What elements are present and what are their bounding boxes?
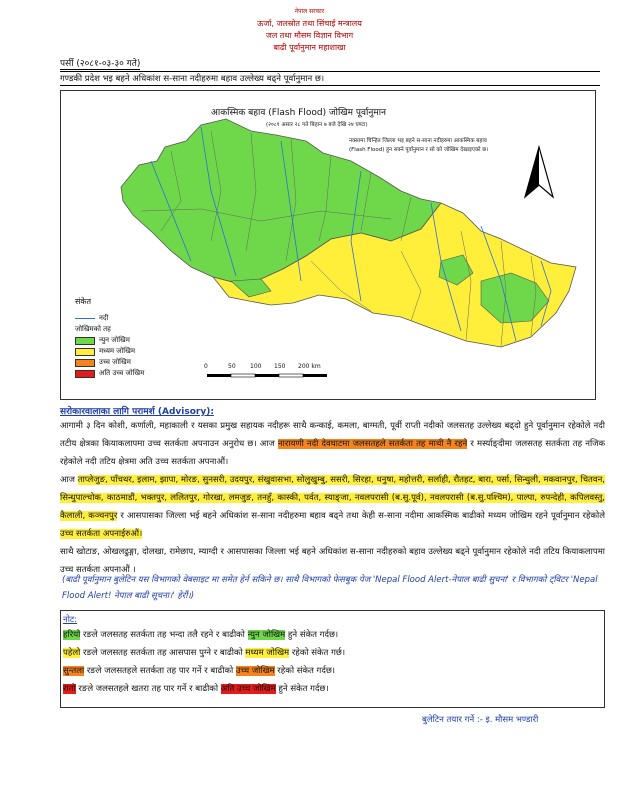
- legend-item-medium: मध्यम जोखिम: [75, 346, 144, 357]
- ministry-title: ऊर्जा, जलस्रोत तथा सिंचाई मन्त्रालय: [257, 19, 362, 28]
- map-subtitle: (२०८१ असार २८ गते बिहान ७ बजे देखि २४ घण्टा): [266, 122, 368, 128]
- note-line-yellow: पहेलो रङले जलसतह सतर्कता तह आसपास पुग्ने र बाढीको मध्यम जोखिम रहेको संकेत गर्छ।: [63, 648, 346, 658]
- gov-title: नेपाल सरकार: [294, 8, 325, 15]
- legend-river: नदी: [75, 313, 144, 324]
- prepared-by: बुलेटिन तयार गर्ने :- इ. मौसम भण्डारी: [422, 715, 539, 725]
- map-title: आकस्मिक बहाव (Flash Flood) जोखिम पूर्वानुमान: [211, 108, 387, 118]
- dept-title: जल तथा मौसम विज्ञान विभाग: [265, 31, 354, 40]
- bulletin-info: (बाढी पूर्वानुमान बुलेटिन यस विभागको वेबसाइट मा समेत हेर्न सकिने छ। साथै विभागको फेसबुक पेज 'Nepal Flood Alert-नेपाल बाढी सुचना' र विभागको ट्विटर 'Nepal Flood Alert! नेपाल बाढी सूचना।' हेरौं।): [62, 575, 598, 601]
- note-line-orange: सुन्तला रङले जलसतहले सतर्कता तह पार गर्ने र बाढीको उच्च जोखिम रहेको संकेत गर्दछ।: [63, 666, 336, 676]
- highlight-districts: ताप्लेजुङ, पाँचथर, इलाम, झापा, मोरङ, सुनसरी, उदयपुर, संखुवासभा, सोलुखुम्बु, ससरी, सिरहा, धनुषा, महोत्तरी, सर्लाही, रौतहट, बारा, पर्सा, सिन्धुली, मकवानपुर, चितवन, सिन्धुपाल्चोक, काठमाडौं, भक्तपुर, ललितपुर, गोरखा, लमजुङ, तनहुँ, कास्की, पर्वत, स्याङ्जा, नवलपरासी (ब.सु.पूर्व), नवलपरासी (ब.सु.पश्चिम), पाल्पा, रुपन्देही, कपिलवस्तु, कैलाली, कञ्चनपुर: [60, 475, 606, 521]
- map-legend: [75, 296, 144, 379]
- note-title: नोट:: [63, 615, 78, 625]
- legend-risk-title: जोखिमको तह: [75, 325, 111, 333]
- legend-item-high: उच्च जोखिम: [75, 357, 144, 368]
- header: [0, 6, 619, 54]
- division-title: बाढी पूर्वानुमान महाशाखा: [273, 43, 346, 52]
- legend-item-very-high: अति उच्च जोखिम: [75, 368, 144, 379]
- highlight-caution: उच्च सतर्कता अपनाईरुऔं।: [60, 529, 143, 539]
- note-line-green: हरियो रङले जलसतह सतर्कता तह भन्दा तलै रहने र बाढीको न्युन जोखिम हुने संकेत गर्दछ।: [63, 630, 339, 640]
- note-box: [60, 610, 605, 708]
- highlight-narayani: नारायणी नदी देवघाटमा जलसतहले सतर्कता तह माथी नै रहने: [277, 439, 468, 449]
- map-note: नक्सामा चिन्हित जिल्ला भइ बहने स-साना नदीहरुमा आकस्मिक बहाव (Flash Flood) हुन सक्ने पूर्वानुमान र सो को जोखिम देखाइएको छ।: [349, 138, 489, 153]
- bulletin-date: पर्सी (२०८१-०३-३० गते): [60, 56, 140, 70]
- summary-line: गण्डकी प्रदेश भइ बहने अधिकांश स-साना नदीहरुमा बहाव उल्लेख्य बढ्ने पूर्वानुमान छ।: [60, 71, 600, 86]
- advisory-heading: सरोकारवालाका लागि परामर्श (Advisory):: [60, 407, 214, 417]
- legend-item-low: न्युन जोखिम: [75, 335, 144, 346]
- legend-title: संकेत: [75, 297, 92, 306]
- note-line-red: रातो रङले जलसतहले खतरा तह पार गर्ने र बाढीको अति उच्च जोखिम हुने संकेत गर्दछ।: [63, 684, 329, 694]
- advisory-body: आगामी ३ दिन कोशी, कर्णाली, महाकाली र यसका प्रमुख सहायक नदीहरू साथै कन्काई, कमला, बाग्मती, पूर्वी राप्ती नदीको जलसतह उल्लेख्य बढ्दो हुने पूर्वानुमान रहेकोले नदी तटीय क्षेत्रका कियाकलापमा उच्च सतर्कता अपनाउन अनुरोध छ। आज नारायणी नदी देवघाटमा जलसतहले सतर्कता तह माथी नै रहने र मर्स्याङ्दीमा जलसतह सतर्कता तह नजिक रहेकोले नदी तटिय क्षेत्रमा अति उच्च सतर्कता अपनाऔं। आज ताप्लेजुङ, पाँचथर, इलाम, झापा, मोरङ, सुनसरी, उदयपुर, संखुवासभा, सोलुखुम्बु, ससरी, सिरहा, धनुषा, महोत्तरी, सर्लाही, रौतहट, बारा, पर्सा, सिन्धुली, मकवानपुर, चितवन, सिन्धुपाल्चोक, काठमाडौं, भक्तपुर, ललितपुर, गोरखा, लमजुङ, तनहुँ, कास्की, पर्वत, स्याङ्जा, नवलपरासी (ब.सु.पूर्व), नवलपरासी (ब.सु.पश्चिम), पाल्पा, रुपन्देही, कपिलवस्तु, कैलाली, कञ्चनपुर र आसपासका जिल्ला भई बहने अधिकांश स-साना नदीहरुमा बहाव बढ्ने तथा केही स-साना नदीमा आकस्मिक बाढीको मध्यम जोखिम रहने पूर्वानुमान रहेकोले उच्च सतर्कता अपनाईरुऔं। साथै खोटाङ, ओखलढुङ्गा, दोलखा, रामेछाप, म्याग्दी र आसपासका जिल्ला भई बहने अधिकांश स-साना नदीहरुको बहाव उल्लेख्य बढ्ने पूर्वानुमान रहेकोले नदी तटिय कियाकलापमा उच्च सतर्कता अपनाऔं ।: [60, 421, 606, 575]
- flash-flood-map: आकस्मिक बहाव (Flash Flood) जोखिम पूर्वानुमान (२०८१ असार २८ गते बिहान ७ बजे देखि २४ घण्टा) नक्सामा चिन्हित जिल्ला भइ बहने स-साना नदीहरुमा आकस्मिक बहाव (Flash Flood) हुन सक्ने पूर्वानुमान र सो को जोखिम देखाइएको छ। संकेत नदी जोखिमको तह न्युन जोखिम मध्यम जोखिम उच्च जोखिम अति उच्च जोखिम 0 50 100 150 200 km: [60, 90, 596, 400]
